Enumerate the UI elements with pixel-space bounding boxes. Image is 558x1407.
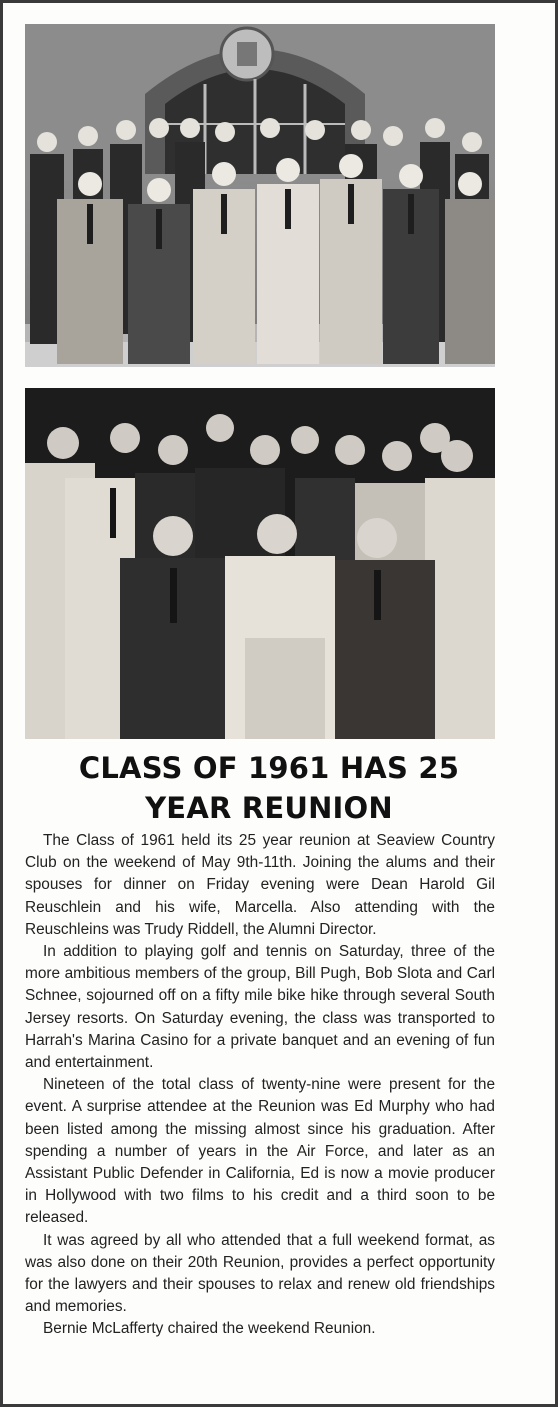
headline-line-2: YEAR REUNION: [145, 791, 393, 825]
article-headline: [13, 748, 525, 828]
article-body: [25, 830, 495, 1341]
paragraph: Bernie McLafferty chaired the weekend Reunion.: [43, 1320, 376, 1338]
bottom-group-photo-graphic: [25, 388, 495, 739]
paragraph: It was agreed by all who attended that a full weekend format, as was also done on their 20th Reunion, provides a perfect opportunity for the lawyers and their spouses to relax and renew old friendships and memories.: [25, 1231, 495, 1316]
headline-line-1: CLASS OF 1961 HAS 25: [78, 751, 460, 785]
top-group-photo-graphic: [25, 24, 495, 367]
paragraph: Nineteen of the total class of twenty-nine were present for the event. A surprise attendee at the Reunion was Ed Murphy who had been listed among the missing almost since his graduation. After spending a number of years in the Air Force, and later as an Assistant Public Defender in California, Ed is now a movie producer in Hollywood with two films to his credit and a third soon to be released.: [25, 1076, 495, 1227]
paragraph: In addition to playing golf and tennis on Saturday, three of the more ambitious members of the group, Bill Pugh, Bob Slota and Carl Schnee, sojourned off on a fifty mile bike hike through several South Jersey resorts. On Saturday evening, the class was transported to Harrah's Marina Casino for a private banquet and an evening of fun and entertainment.: [25, 943, 495, 1072]
top-group-photo: [25, 24, 495, 367]
paragraph: The Class of 1961 held its 25 year reunion at Seaview Country Club on the weekend of May 9th-11th. Joining the alums and their spouses for dinner on Friday evening were Dean Harold Gil Reuschlein and his wife, Marcella. Also attending with the Reuschleins was Trudy Riddell, the Alumni Director.: [25, 832, 495, 938]
bottom-group-photo: [25, 388, 495, 739]
